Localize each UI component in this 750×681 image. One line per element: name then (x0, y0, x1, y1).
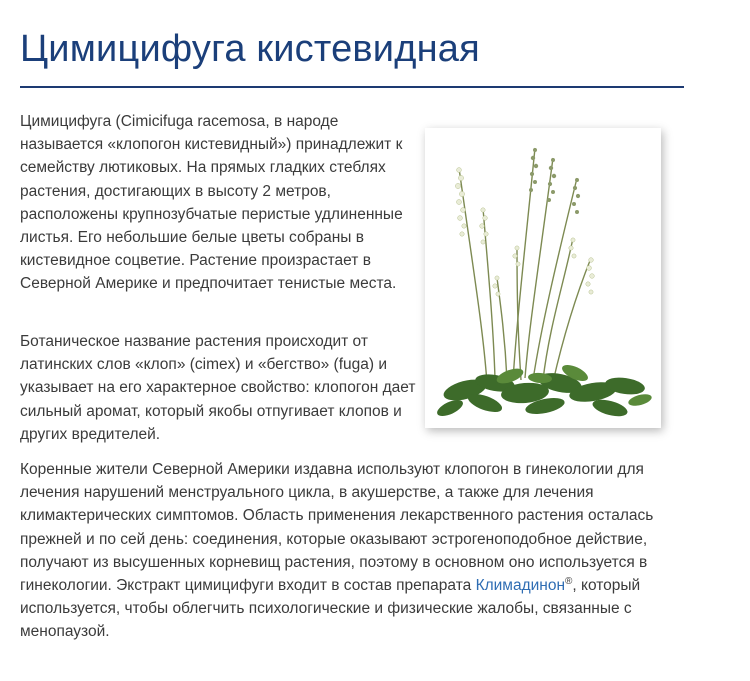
page-title: Цимицифуга кистевидная (20, 28, 480, 70)
klimadinon-link[interactable]: Климадинон (475, 577, 566, 595)
cimicifuga-plant-illustration (425, 128, 661, 428)
paragraph-etymology: Ботаническое название растения происходит от латинских слов «клоп» (cimex) и «бегство» (fuga) и указывает на его характерное свойство: клопогон дает сильный аромат, который якобы отпугивает клопов и других вредителей. (20, 333, 416, 443)
registered-mark: ® (565, 575, 573, 587)
plant-photo (425, 128, 661, 428)
paragraph-usage (20, 458, 680, 644)
paragraph-usage-text: Коренные жители Северной Америки издавна используют клопогон в гинекологии для лечения нарушений менструального цикла, в акушерстве, а также для лечения климактерических симптомов. Область применения лекарственного растения осталась прежней и по сей день: соединения, которые оказывают эстрогеноподобное действие, получают из высушенных корневищ растения, поэтому в основном оно используется в гинекологии. Экстракт цимицифуги входит в состав препарата (20, 461, 654, 595)
paragraph-usage-text-end: , который используется, чтобы облегчить психологические и физические жалобы, связанные с менопаузой. (20, 577, 641, 641)
title-divider (20, 86, 684, 88)
paragraph-description: Цимицифуга (Cimicifuga racemosa, в народе называется «клопогон кистевидный») принадлежит к семейству лютиковых. На прямых гладких стеблях растения, достигающих в высоту 2 метров, расположены крупнозубчатые перистые удлиненные листья. Его небольшие белые цветы собраны в кистевидное соцветие. Растение произрастает в Северной Америке и предпочитает тенистые места. (20, 113, 403, 293)
